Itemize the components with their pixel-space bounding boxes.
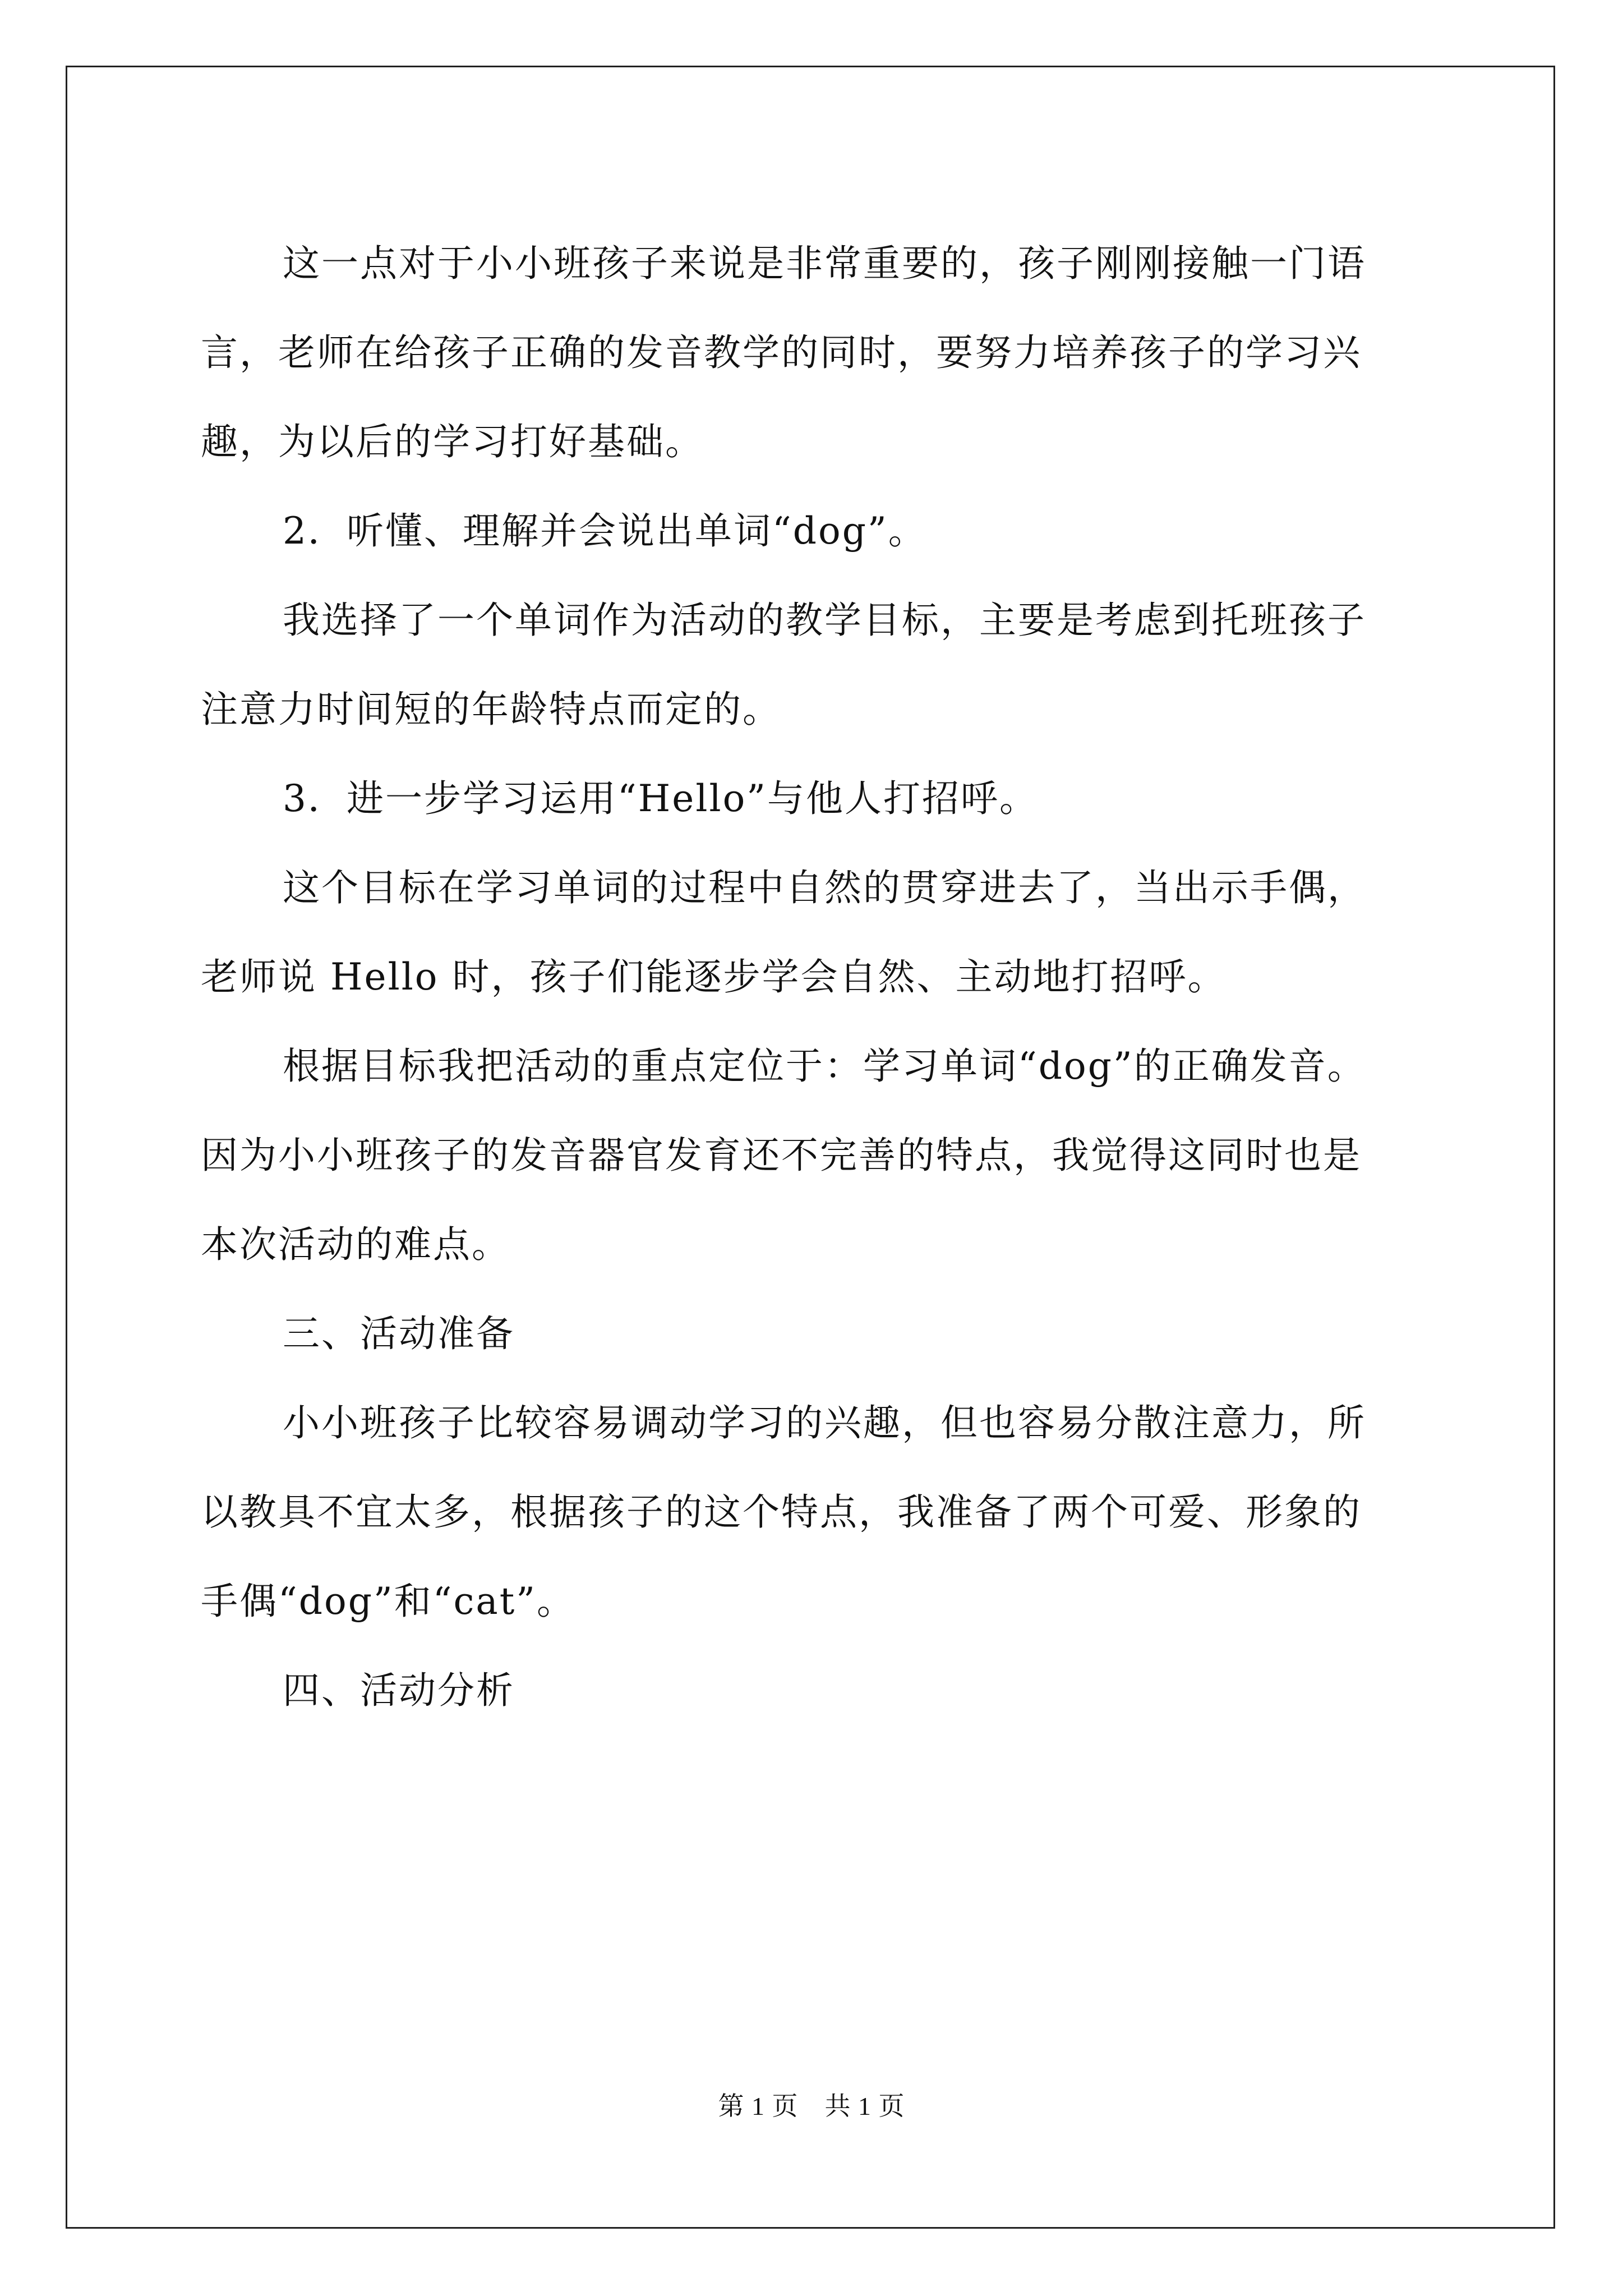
text-line: 四、活动分析 xyxy=(283,1669,515,1712)
text-line: 本次活动的难点。 xyxy=(201,1223,510,1266)
text-line: 3．进一步学习运用“Hello”与他人打招呼。 xyxy=(283,777,1039,820)
paragraph-importance xyxy=(201,219,1435,486)
text-line: 根据目标我把活动的重点定位于：学习单词“dog”的正确发音。 xyxy=(283,1045,1366,1088)
goal-3-heading xyxy=(201,754,1435,843)
text-line: 老师说 Hello 时，孩子们能逐步学会自然、主动地打招呼。 xyxy=(201,955,1227,999)
text-line: 这个目标在学习单词的过程中自然的贯穿进去了，当出示手偶， xyxy=(283,866,1366,909)
paragraph-preparation xyxy=(201,1378,1435,1646)
text-line: 注意力时间短的年龄特点而定的。 xyxy=(201,688,781,731)
paragraph-key-point xyxy=(201,1022,1435,1289)
text-line: 言，老师在给孩子正确的发音教学的同时，要努力培养孩子的学习兴 xyxy=(201,331,1362,374)
text-line: 2．听懂、理解并会说出单词“dog”。 xyxy=(283,509,927,553)
page-number-footer: 第 1 页 共 1 页 xyxy=(718,2092,905,2120)
text-line: 三、活动准备 xyxy=(283,1312,515,1355)
goal-2-heading xyxy=(201,486,1435,576)
text-line: 手偶“dog”和“cat”。 xyxy=(201,1580,576,1623)
section-heading-preparation xyxy=(201,1289,1435,1378)
paragraph-goal-3-explanation xyxy=(201,843,1435,1022)
text-line: 这一点对于小小班孩子来说是非常重要的，孩子刚刚接触一门语 xyxy=(283,242,1366,285)
text-line: 因为小小班孩子的发音器官发育还不完善的特点，我觉得这同时也是 xyxy=(201,1134,1362,1177)
text-line: 以教具不宜太多，根据孩子的这个特点，我准备了两个可爱、形象的 xyxy=(201,1490,1362,1534)
text-line: 我选择了一个单词作为活动的教学目标，主要是考虑到托班孩子 xyxy=(283,599,1366,642)
text-line: 趣，为以后的学习打好基础。 xyxy=(201,420,704,463)
text-line: 小小班孩子比较容易调动学习的兴趣，但也容易分散注意力，所 xyxy=(283,1401,1366,1444)
document-body xyxy=(201,219,1435,1735)
section-heading-analysis xyxy=(201,1646,1435,1735)
paragraph-goal-2-explanation xyxy=(201,576,1435,754)
